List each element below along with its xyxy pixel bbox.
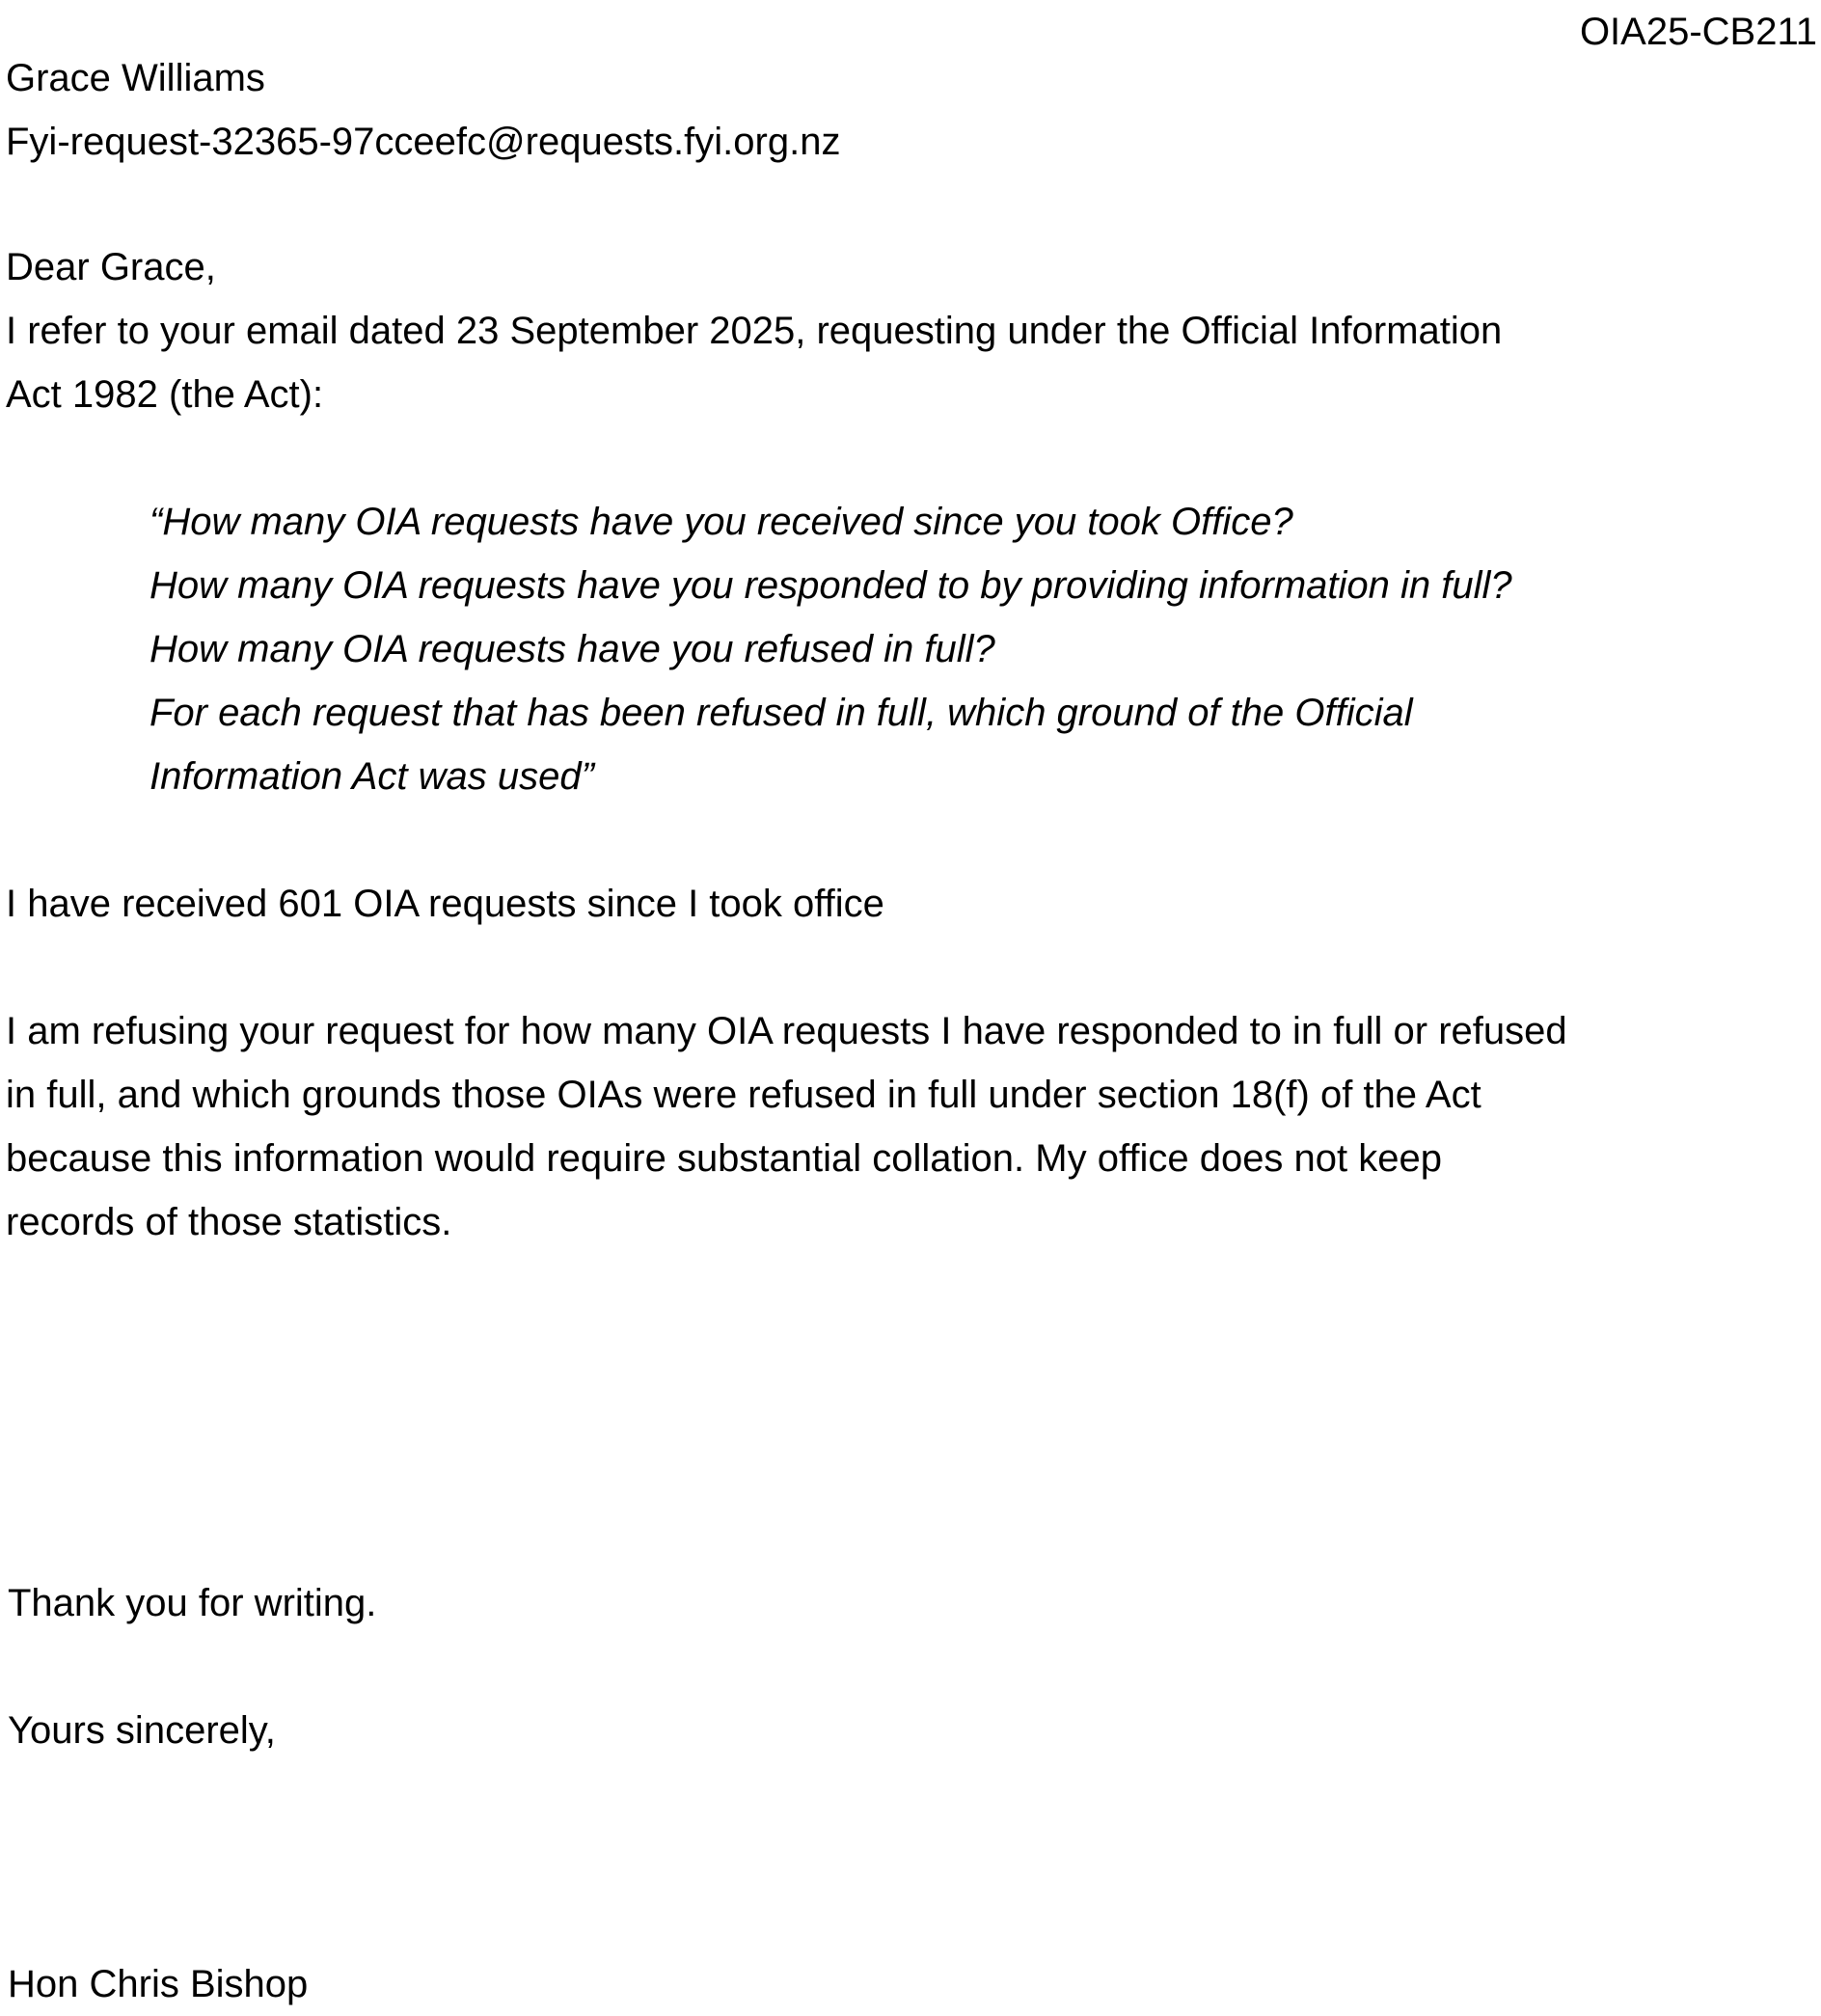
intro-line: Act 1982 (the Act): — [6, 373, 324, 416]
refusal-line: records of those statistics. — [6, 1201, 452, 1243]
thanks-line: Thank you for writing. — [8, 1582, 377, 1624]
quote-line: How many OIA requests have you refused in full? — [149, 628, 995, 670]
closing-line: Yours sincerely, — [8, 1709, 276, 1752]
salutation: Dear Grace, — [6, 246, 216, 288]
refusal-line: I am refusing your request for how many OIA requests I have responded to in full or refused — [6, 1010, 1567, 1052]
refusal-line: because this information would require substantial collation. My office does not keep — [6, 1137, 1443, 1180]
recipient-email: Fyi-request-32365-97cceefc@requests.fyi.org.nz — [6, 121, 841, 163]
intro-line: I refer to your email dated 23 September 2025, requesting under the Official Information — [6, 310, 1503, 352]
quote-line: Information Act was used” — [149, 755, 594, 798]
reference-number: OIA25-CB211 — [1579, 11, 1817, 53]
quote-line: How many OIA requests have you responded to by providing information in full? — [149, 564, 1512, 607]
quote-line: “How many OIA requests have you received since you took Office? — [149, 501, 1293, 543]
received-statement: I have received 601 OIA requests since I took office — [6, 883, 884, 925]
refusal-line: in full, and which grounds those OIAs were refused in full under section 18(f) of the Act — [6, 1074, 1481, 1116]
quote-line: For each request that has been refused in full, which ground of the Official — [149, 692, 1413, 734]
recipient-name: Grace Williams — [6, 57, 265, 99]
signatory-name: Hon Chris Bishop — [8, 1963, 309, 2005]
